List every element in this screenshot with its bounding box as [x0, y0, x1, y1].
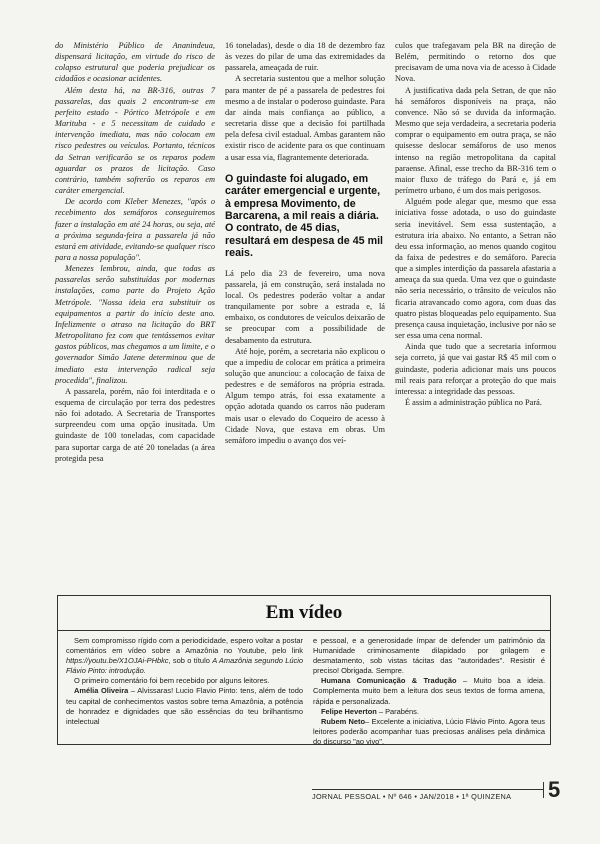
comment-paragraph	[66, 686, 303, 726]
comment-paragraph	[66, 636, 303, 676]
article-paragraph: É assim a administração pública no Pará.	[405, 398, 542, 407]
article-paragraph: A secretaria sustentou que a melhor solução para manter de pé a passarela de pedestres foi mesmo a de instalar o poderoso guindaste. Para dar ainda mais confiança ao público, a secretaria disse que a decisão foi partilhada pela defesa civil estadual. Ambas garantem não existir risco de acidente para os que continuam a usar essa via, flagrantemente deteriorada.	[225, 74, 385, 162]
comment-text: , sob o título	[168, 656, 213, 666]
video-box-title: Em vídeo	[265, 602, 343, 623]
article-paragraph: do Ministério Público de Ananindeua, dispensará licitação, em virtude do risco de colapso estrutural que poderia prejudicar os cidadãos e ocasionar acidentes.	[55, 41, 215, 84]
comment-text: O primeiro comentário foi bem recebido por alguns leitores.	[74, 676, 270, 686]
article-paragraph: Ainda que tudo que a secretaria informou seja correto, já que vai gastar R$ 45 mil com o guindaste, poderia adicionar mais uns poucos mil reais para reforçar a proteção do que mais interessa: a integridade das pessoas.	[395, 342, 556, 396]
article-paragraph: Lá pelo dia 23 de fevereiro, uma nova passarela, já em construção, será instalada no local. Os pedestres poderão voltar a andar tranquilamente por sobre a estrada e, lá embaixo, os condutores de veículos deixarão de se preocupar com a possibilidade de desabamento da estrutura.	[225, 268, 385, 345]
article-paragraph: A passarela, porém, não foi interditada e o esquema de circulação por terra dos pedestres não foi adotado. A Secretaria de Transportes surpreendeu com uma opção inusitada. Um guindaste de 100 toneladas, com capacidade para suportar carga de até 20 toneladas (a área protegida pesa	[55, 386, 215, 463]
comment-text: – Parabéns.	[376, 706, 419, 716]
pull-quote: O guindaste foi alugado, em caráter emergencial e urgente, à empresa Movimento, de Barcarena, a mil reais a diária. O contrato, de 45 dias, resultará em despesa de 45 mil reais.	[225, 172, 384, 260]
comment-text: e pessoal, e a generosidade ímpar de defender um patrimônio da Humanidade criminosamente dilapidado por grilagem e desmatamento, sob vistas tácitas das "autoridades". Resistir é preciso! Obrigada. Sempre.	[313, 636, 545, 676]
comment-paragraph	[313, 707, 545, 717]
emphasis-text: A Amazônia segundo Lúcio Flávio Pinto: introdução.	[66, 656, 303, 676]
video-box-column-left	[66, 636, 303, 727]
article-paragraph: Alguém pode alegar que, mesmo que essa iniciativa fosse adotada, o uso do guindaste seria inevitável. Sem essa sustentação, a estrutura iria abaixo. No entanto, a Setran não deu essa informação, ao menos quando cogitou da faixa de pedestres e do semáforo. Parecia que a simples interdição da passarela afastaria a ameaça da sua queda. Uma vez que o guindaste não seria necessário, o trânsito de veículos não ficaria atravancado como agora, com duas das quatro pistas bloqueadas pelo equipamento. Sua presença causa inquietação, inclusive por não se ser essa uma cena normal.	[395, 197, 557, 341]
video-box-column-right	[313, 636, 545, 747]
comment-text: – Excelente a iniciativa, Lúcio Flávio Pinto. Agora teus leitores poderão acompanhar tuas preciosas análises pela dinâmica do discurso "ao vivo".	[313, 716, 545, 746]
comment-text: – Alvissaras! Lucio Flavio Pinto: tens, além de todo teu capital de conhecimentos vastos sobre tema Amazônia, a potência de honradez e dignidades que são essências do teu brilhantismo intelectual	[66, 686, 303, 726]
comment-paragraph	[313, 717, 545, 747]
comment-text: Sem compromisso rígido com a periodicidade, espero voltar a postar comentários em vídeo sobre a Amazônia no Youtube, pelo link	[66, 636, 303, 656]
commenter-name: Amélia Oliveira	[74, 686, 129, 696]
video-comments-box	[57, 595, 551, 745]
article-paragraph: culos que trafegavam pela BR na direção de Belém, permitindo o retorno dos que precisavam de uma nova via de acesso à Cidade Nova.	[395, 41, 556, 84]
emphasis-text: https://youtu.be/X1OJAi-PHbkc	[66, 656, 169, 666]
commenter-name: Rubem Neto	[321, 716, 366, 726]
article-paragraph: De acordo com Kleber Menezes, "após o recebimento dos semáforos conseguiremos fazer a instalação em até 24 horas, ou seja, até a próxima segunda-feira a passarela já não estará em atividade, evitando-se qualquer risco para a nossa população".	[55, 197, 215, 262]
comment-paragraph	[313, 636, 545, 676]
comment-paragraph	[66, 676, 303, 686]
comment-paragraph	[313, 676, 545, 706]
commenter-name: Felipe Heverton	[321, 706, 377, 716]
page-footer: JORNAL PESSOAL • Nº 646 • JAN/2018 • 1ª QUINZENA	[312, 789, 544, 801]
video-box-divider	[58, 630, 550, 631]
commenter-name: Humana Comunicação & Tradução	[321, 676, 457, 686]
article-paragraph: A justificativa dada pela Setran, de que não há semáforos disponíveis na praça, não convence. Não só se duvida da informação. Mesmo que seja verdadeira, a secretaria poderia comprar o equipamento em outra praça, se não quisesse deslocar semáforos de uso menos intenso na região metropolitana da capital paraense. Afinal, esse trecho da BR-316 tem o maior fluxo de tráfego do Pará e, já em perímetro urbano, é um dos mais perigosos.	[395, 85, 556, 196]
article-column-3	[395, 40, 556, 408]
article-paragraph: Além desta há, na BR-316, outras 7 passarelas, das quais 2 encontram-se em perfeito estado - Pórtico Metrópole e em Marituba - e 5 necessitam de cuidado e intervenção imediata, mas não colocam em risco pedestres ou veículos. Portanto, técnicos da Setran verificarão se os reparos podem aguardar os prazos de licitação. Caso contrário, também sofrerão os reparos em caráter emergencial.	[55, 85, 215, 196]
article-paragraph: 16 toneladas), desde o dia 18 de dezembro faz às vezes do pilar de uma das extremidades da passarela, ameaçada de ruir.	[225, 41, 385, 73]
article-column-1	[55, 40, 215, 464]
footer-divider	[543, 782, 544, 798]
comment-text: – Muito boa a ideia. Complementa muito bem a leitura dos seus textos de forma amena, rápida e personalizada.	[313, 676, 546, 706]
page-number: 5	[548, 777, 561, 802]
article-paragraph: Até hoje, porém, a secretaria não explicou o que a impediu de colocar em prática a primeira solução que anunciou: a colocação de faixa de pedestres e de semáforos na própria estrada. Algum tempo atrás, foi essa exatamente a opção adotada quando os carros não puderam mais usar o elevado do Coqueiro de acesso à Cidade Nova, que estava em obras. Um semáforo impediu o avanço dos veí-	[225, 346, 385, 445]
article-column-2	[225, 40, 385, 446]
article-paragraph: Menezes lembrou, ainda, que todas as passarelas serão substituídas por modernas instalações, como parte do Projeto Ação Metrópole. "Nossa ideia era substituir os equipamentos a partir do início deste ano. Infelizmente o atraso na licitação do BRT Metropolitano fez com que tentássemos evitar gastos públicos, mas chegamos a um limite, e o governador Simão Jatene determinou que de imediato esta intervenção radical seja procedida", finalizou.	[55, 264, 215, 385]
